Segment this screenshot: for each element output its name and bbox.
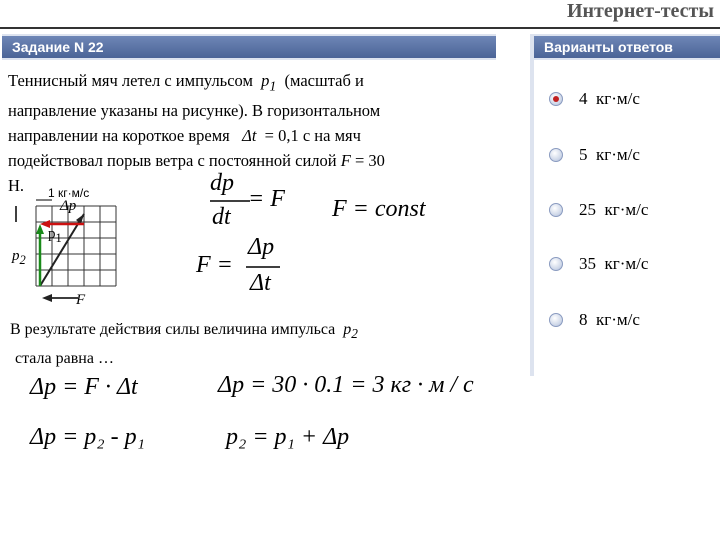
formula-f-lhs: F =	[196, 252, 233, 278]
answer-label: 5 кг·м/с	[579, 145, 640, 164]
dt-symbol: Δt	[242, 126, 257, 146]
answer-label: 4 кг·м/с	[579, 89, 640, 108]
radio-selected-icon[interactable]	[549, 92, 563, 106]
formula-dp-diff: Δp = p₂ - p₁	[30, 424, 145, 450]
result-line-1a: В результате действия силы величина импульса	[10, 321, 336, 338]
result-text	[10, 317, 480, 371]
formula-dp-dt-num: dp	[210, 170, 234, 196]
answer-label: 35 кг·м/с	[579, 254, 649, 273]
dp-label: Δp	[60, 198, 77, 214]
formula-p2-sum: p₂ = p₁ + Δp	[226, 424, 350, 450]
formula-dp-f-dt: Δp = F · Δt	[30, 374, 138, 400]
p2-arrowhead	[36, 224, 44, 234]
p2-symbol: $p_2$	[343, 321, 358, 342]
radio-icon[interactable]	[549, 148, 563, 162]
site-title: Интернет-тесты	[566, 0, 714, 22]
question-line-4a: подействовал порыв ветра с постоянной силой	[8, 151, 337, 171]
result-line-2: стала равна …	[15, 350, 114, 368]
scale-label: 1 кг·м/с	[48, 186, 90, 200]
question-text	[8, 68, 488, 198]
question-line-3b: = 0,1 с на мяч	[264, 126, 361, 146]
question-line-1a: Теннисный мяч летел с импульсом	[8, 71, 253, 90]
question-line-4b: = 30	[354, 151, 385, 171]
formula-f-num: Δp	[248, 234, 275, 260]
answer-label: 8 кг·м/с	[579, 310, 640, 329]
question-line-2: направление указаны на рисунке). В горизонтальном	[8, 101, 381, 121]
radio-icon[interactable]	[549, 257, 563, 271]
formula-dp-dt-rhs: = F	[248, 186, 285, 212]
task-header: Задание N 22	[2, 36, 496, 58]
formula-dp-dt-den: dt	[212, 204, 231, 230]
formula-dp-value: Δp = 30 · 0.1 = 3 кг · м / с	[218, 372, 474, 398]
fraction-bar-2	[246, 266, 280, 268]
radio-icon[interactable]	[549, 313, 563, 327]
p1-label: $p_1$	[48, 226, 62, 245]
title-divider	[0, 27, 720, 29]
radio-icon[interactable]	[549, 203, 563, 217]
question-line-3a: направлении на короткое время	[8, 126, 230, 146]
p2-label: $p_2$	[12, 248, 26, 267]
formula-f-const: F = const	[332, 196, 426, 222]
fraction-bar-1	[210, 200, 250, 202]
force-arrowhead	[42, 294, 52, 302]
p1-symbol: $p_1$	[261, 71, 277, 94]
question-line-5: Н.	[8, 176, 25, 196]
answer-label: 25 кг·м/с	[579, 200, 649, 219]
question-line-1b: (масштаб и	[284, 71, 364, 90]
answers-header: Варианты ответов	[534, 36, 720, 58]
force-label: F	[76, 292, 86, 308]
force-symbol: F	[340, 151, 351, 171]
formula-f-den: Δt	[250, 270, 271, 296]
